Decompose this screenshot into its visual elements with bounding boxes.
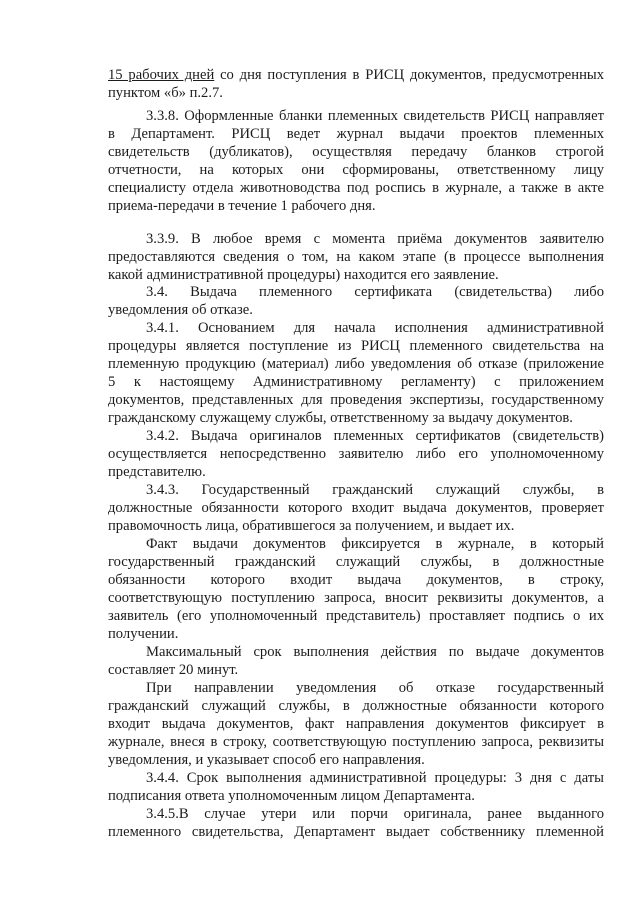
text-line: представителю. — [108, 464, 206, 480]
text-line: 3.3.8. Оформленные бланки племенных свидетельств РИСЦ направляет — [146, 108, 604, 124]
text-line: получении. — [108, 626, 179, 642]
text-line: Факт выдачи документов фиксируется в журнале, в который — [146, 536, 604, 552]
text-line: 3.3.9. В любое время с момента приёма документов заявителю — [146, 231, 604, 247]
text-line: племенного свидетельства, Департамент выдает собственнику племенной — [108, 824, 604, 840]
text-line: государственный гражданский служащий службы, в должностные — [108, 554, 604, 570]
text-line: 3.4.5.В случае утери или порчи оригинала, ранее выданного — [146, 806, 604, 822]
text-line: 5 к настоящему Административному регламенту) с приложением — [108, 374, 604, 390]
text-line: документов, представленных для проведения экспертизы, государственному — [108, 392, 604, 408]
text-line: обязанности которого входит выдача документов, в строку, — [108, 572, 604, 588]
text-line: свидетельств (дубликатов), осуществляя передачу бланков строгой — [108, 144, 604, 160]
text-line: входит выдача документов, факт направления документов фиксирует в — [108, 716, 604, 732]
text-line: правомочность лица, обратившегося за получением, и выдает их. — [108, 518, 515, 534]
text-line: гражданскому служащему службы, ответственному за выдачу документов. — [108, 410, 573, 426]
text-line: должностные обязанности которого входит выдача документов, проверяет — [108, 500, 604, 516]
underlined-term: 15 рабочих дней — [108, 67, 215, 83]
text-line: 3.4.4. Срок выполнения административной процедуры: 3 дня с даты — [146, 770, 604, 786]
text-line: процедуры является поступление из РИСЦ племенного свидетельства на — [108, 338, 604, 354]
text-line: соответствующую поступлению запроса, вносит реквизиты документов, а — [108, 590, 604, 606]
text-line: 3.4.3. Государственный гражданский служащий службы, в — [146, 482, 604, 498]
text-line: осуществляется непосредственно заявителю либо его уполномоченному — [108, 446, 604, 462]
text-line: в Департамент. РИСЦ ведет журнал выдачи проектов племенных — [108, 126, 604, 142]
text-line: составляет 20 минут. — [108, 662, 239, 678]
text-line: 3.4.2. Выдача оригиналов племенных сертификатов (свидетельств) — [146, 428, 604, 444]
text-line: Максимальный срок выполнения действия по выдаче документов — [146, 644, 604, 660]
text-line: 15 рабочих дней со дня поступления в РИСЦ документов, предусмотренных — [108, 67, 604, 83]
text-line: какой административной процедуры) находится его заявление. — [108, 267, 499, 283]
text-line: племенную продукцию (материал) либо уведомления об отказе (приложение — [108, 356, 604, 372]
text-line: отчетности, на которых они сформированы, ответственному лицу — [108, 162, 604, 178]
text-line: гражданский служащий службы, в должностные обязанности которого — [108, 698, 604, 714]
text-line: предоставляются сведения о том, на каком этапе (в процессе выполнения — [108, 249, 604, 265]
text-line: специалисту отдела животноводства под роспись в журнале, а также в акте — [108, 180, 604, 196]
text-line: пунктом «б» п.2.7. — [108, 85, 223, 101]
text-line: уведомления об отказе. — [108, 302, 253, 318]
text-line: 3.4. Выдача племенного сертификата (свидетельства) либо — [146, 284, 604, 300]
text-line: заявитель (его уполномоченный представитель) проставляет подпись о их — [108, 608, 604, 624]
text-line: уведомления, и указывает способ его направления. — [108, 752, 425, 768]
text-line: подписания ответа уполномоченным лицом Департамента. — [108, 788, 475, 804]
text-line: 3.4.1. Основанием для начала исполнения административной — [146, 320, 604, 336]
text-line: При направлении уведомления об отказе государственный — [146, 680, 604, 696]
text-line: приема-передачи в течение 1 рабочего дня. — [108, 198, 376, 214]
text-line: журнале, внеся в строку, соответствующую поступлению запроса, реквизиты — [108, 734, 604, 750]
